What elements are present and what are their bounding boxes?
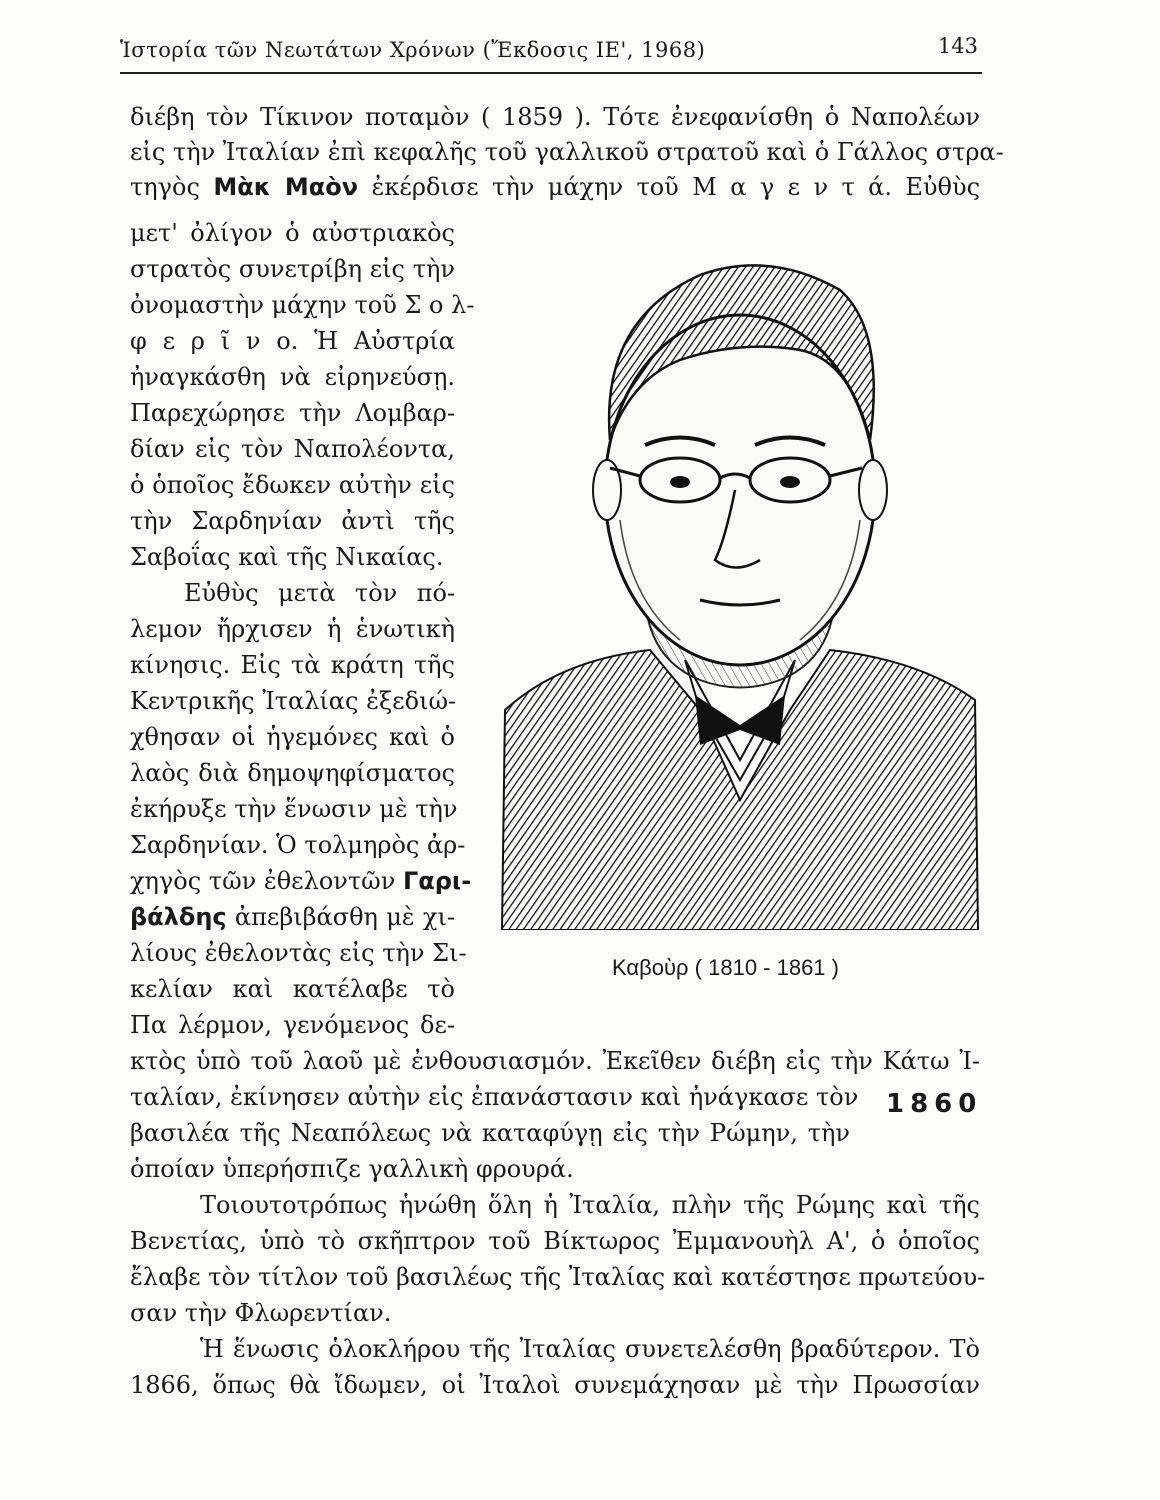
column-line: ἠναγκάσθη νὰ εἰρηνεύσῃ. xyxy=(130,363,455,391)
bold-name-garibaldi: βάλδης xyxy=(130,903,227,931)
text-line: 1866, ὅπως θὰ ἴδωμεν, οἱ Ἰταλοὶ συνεμάχησαν μὲ τὴν Πρωσσίαν xyxy=(130,1371,980,1399)
figure-caption: Καβοὺρ ( 1810 - 1861 ) xyxy=(612,955,839,980)
running-title: Ἱστορία τῶν Νεωτάτων Χρόνων (Ἔκδοσις ΙΕ', 1968) xyxy=(120,38,706,62)
column-line: λεμον ἤρχισεν ἡ ἑνωτικὴ xyxy=(130,615,455,643)
column-line: βάλδης ἀπεβιβάσθη μὲ χι- xyxy=(130,903,455,931)
column-line: δίαν εἰς τὸν Ναπολέοντα, xyxy=(130,435,455,463)
column-line: τὴν Σαρδηνίαν ἀντὶ τῆς xyxy=(130,507,455,535)
column-line: λαὸς διὰ δημοψηφίσματος xyxy=(130,759,455,787)
text-line: διέβη τὸν Τίκινον ποταμὸν ( 1859 ). Τότε ἐνεφανίσθη ὁ Ναπολέων xyxy=(130,103,980,131)
column-line: ἐκήρυξε τὴν ἕνωσιν μὲ τὴν xyxy=(130,795,458,823)
text-line: κτὸς ὑπὸ τοῦ λαοῦ μὲ ἐνθουσιασμόν. Ἐκεῖθεν διέβη εἰς τὴν Κάτω Ἰ- xyxy=(130,1047,980,1075)
column-line: Παρεχώρησε τὴν Λομβαρ- xyxy=(130,399,455,427)
text-line: ἔλαβε τὸν τίτλον τοῦ βασιλέως τῆς Ἰταλίας καὶ κατέστησε πρωτεύου- xyxy=(130,1263,986,1291)
text-line: σαν τὴν Φλωρεντίαν. xyxy=(130,1299,392,1327)
text-line: Τοιουτοτρόπως ἡνώθη ὅλη ἡ Ἰταλία, πλὴν τῆς Ρώμης καὶ τῆς xyxy=(200,1191,980,1219)
running-header xyxy=(120,34,982,74)
column-line: στρατὸς συνετρίβη εἰς τὴν xyxy=(130,255,455,283)
margin-year: 1860 xyxy=(886,1089,983,1119)
text-line: τηγὸς Μὰκ Μαὸν ἐκέρδισε τὴν μάχην τοῦ Μ α γ ε ν τ ά. Εὐθὺς xyxy=(130,173,981,201)
page-number: 143 xyxy=(937,34,978,58)
column-line: ὁ ὁποῖος ἔδωκεν αὐτὴν εἰς xyxy=(130,471,455,499)
column-line: Σαρδηνίαν. Ὁ τολμηρὸς ἀρ- xyxy=(130,831,466,859)
text-line: ὁποίαν ὑπερήσπιζε γαλλικὴ φρουρά. xyxy=(130,1155,574,1183)
column-line: κελίαν καὶ κατέλαβε τὸ xyxy=(130,975,455,1003)
right-ear xyxy=(859,460,887,520)
bold-name-garibaldi: Γαρι- xyxy=(402,867,472,895)
text-line: Ἡ ἕνωσις ὁλοκλήρου τῆς Ἰταλίας συνετελέσθη βραδύτερον. Τὸ xyxy=(200,1335,980,1363)
column-line: χηγὸς τῶν ἐθελοντῶν Γαρι- xyxy=(130,867,472,895)
text-line: Βενετίας, ὑπὸ τὸ σκῆπτρον τοῦ Βίκτωρος Ἐμμανουὴλ Α', ὁ ὁποῖος xyxy=(130,1227,980,1255)
bold-name-mac-mahon: Μὰκ Μαὸν xyxy=(213,173,359,201)
coat xyxy=(502,650,978,930)
column-line: φ ε ρ ῖ ν ο. Ἡ Αὐστρία xyxy=(130,327,455,355)
column-line: μετ' ὀλίγον ὁ αὐστριακὸς xyxy=(130,219,455,247)
text-line: ταλίαν, ἐκίνησεν αὐτὴν εἰς ἐπανάστασιν καὶ ἠνάγκασε τὸν xyxy=(130,1083,859,1111)
text-line: βασιλέα τῆς Νεαπόλεως νὰ καταφύγῃ εἰς τὴν Ρώμην, τὴν xyxy=(130,1119,850,1147)
portrait-engraving xyxy=(500,240,980,930)
text-line: εἰς τὴν Ἰταλίαν ἐπὶ κεφαλῆς τοῦ γαλλικοῦ στρατοῦ καὶ ὁ Γάλλος στρα- xyxy=(130,138,1004,166)
column-line: Κεντρικῆς Ἰταλίας ἐξεδιώ- xyxy=(130,687,457,715)
column-line: κίνησις. Εἰς τὰ κράτη τῆς xyxy=(130,651,455,679)
column-line: Εὐθὺς μετὰ τὸν πό- xyxy=(184,579,455,607)
column-line: λίους ἐθελοντὰς εἰς τὴν Σι- xyxy=(130,939,467,967)
column-line: Πα λέρμον, γενόμενος δε- xyxy=(130,1011,455,1039)
column-line: Σαβοΐας καὶ τῆς Νικαίας. xyxy=(130,543,444,571)
column-line: χθησαν οἱ ἡγεμόνες καὶ ὁ xyxy=(130,723,455,751)
column-line: ὀνομαστὴν μάχην τοῦ Σ ο λ- xyxy=(130,291,475,319)
